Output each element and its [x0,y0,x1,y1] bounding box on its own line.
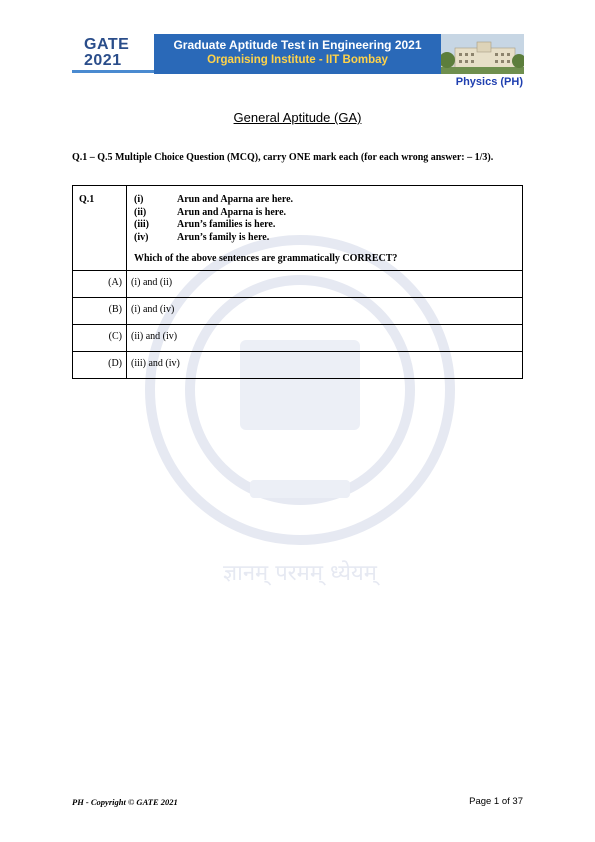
exam-title: Graduate Aptitude Test in Engineering 2021 [173,38,422,52]
question-row [73,186,522,271]
option-label: (C) [108,331,122,342]
logo-word: GATE [84,36,130,53]
option-text: (i) and (iv) [126,298,522,324]
option-text: (i) and (ii) [126,271,522,297]
statement-numeral: (iii) [134,219,149,230]
question-number: Q.1 [79,194,95,205]
gate-logo [72,34,154,74]
question-table [72,185,523,379]
section-title: General Aptitude (GA) [233,110,362,125]
campus-photo [441,34,524,74]
statement-text: Arun’s families is here. [177,219,276,230]
statement-text: Arun and Aparna are here. [177,194,294,205]
option-row-c[interactable] [73,325,522,352]
question-body [126,186,522,270]
option-row-b[interactable] [73,298,522,325]
option-label: (D) [108,358,122,369]
watermark-motto: ज्ञानम् परमम् ध्येयम् [223,561,377,586]
footer-page-number: Page 1 of 37 [469,796,523,807]
statement [134,194,522,207]
statement-numeral: (i) [134,194,144,205]
logo-year: 2021 [84,52,122,69]
header-banner [72,34,524,74]
option-text: (ii) and (iv) [126,325,522,351]
statement-text: Arun’s family is here. [177,231,270,243]
statement-numeral: (iv) [134,231,149,243]
statement [134,207,522,220]
statement-text: Arun and Aparna is here. [177,206,287,218]
logo-underline [72,70,154,73]
banner-title-area [154,34,441,74]
footer-copyright: PH - Copyright © GATE 2021 [72,797,178,807]
subject-label: Physics (PH) [455,76,523,88]
statement [134,232,522,245]
option-label: (B) [108,304,122,315]
option-row-d[interactable] [73,352,522,378]
option-text: (iii) and (iv) [126,352,522,378]
statement-numeral: (ii) [134,206,147,218]
option-label: (A) [108,277,122,288]
statement [134,219,522,232]
option-row-a[interactable] [73,271,522,298]
question-prompt: Which of the above sentences are grammatically CORRECT? [134,253,398,264]
section-instructions: Q.1 – Q.5 Multiple Choice Question (MCQ), carry ONE mark each (for each wrong answer: – 1/3). [72,152,494,163]
organiser-line: Organising Institute - IIT Bombay [207,54,388,66]
